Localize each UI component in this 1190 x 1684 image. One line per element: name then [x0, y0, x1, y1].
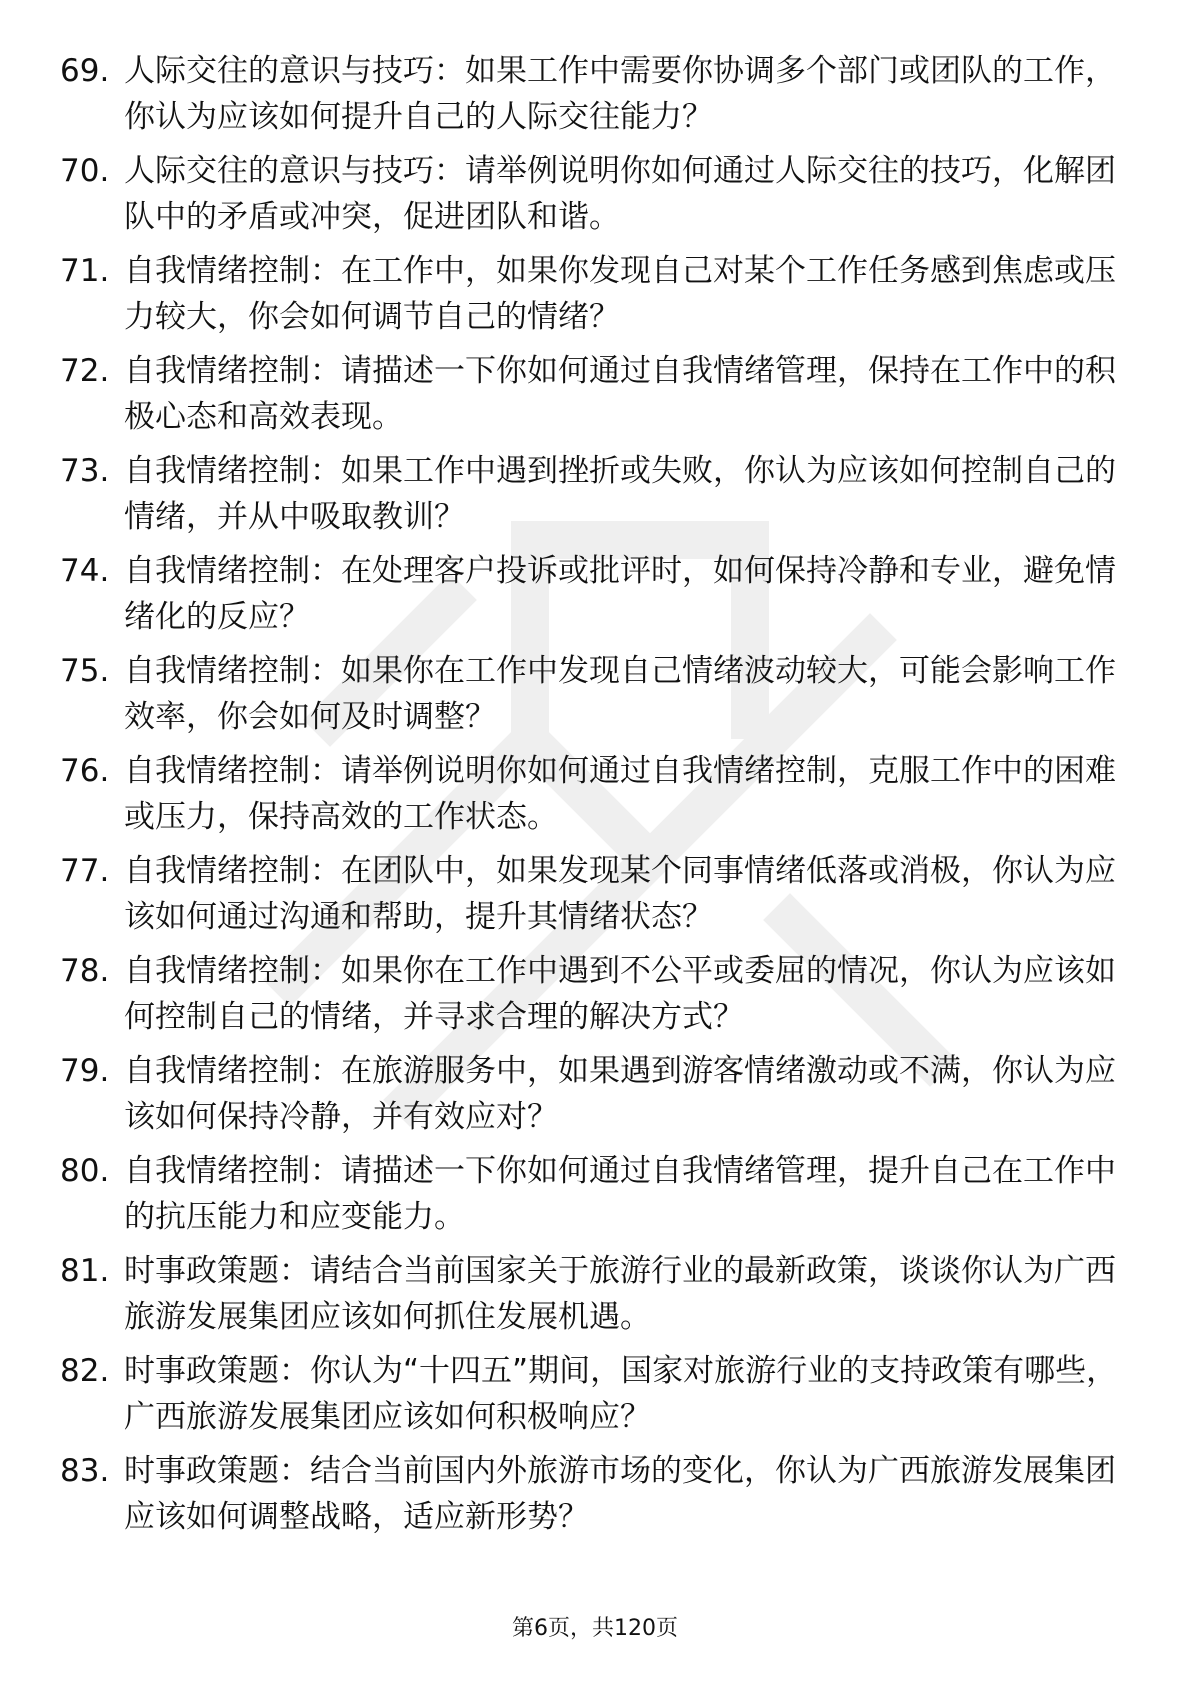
question-text: 自我情绪控制：在处理客户投诉或批评时，如何保持冷静和专业，避免情绪化的反应？	[124, 553, 1116, 635]
question-number: 70.	[60, 153, 110, 189]
question-item	[60, 748, 1120, 848]
question-item	[60, 948, 1120, 1048]
question-item	[60, 848, 1120, 948]
question-text: 自我情绪控制：请描述一下你如何通过自我情绪管理，保持在工作中的积极心态和高效表现。	[124, 353, 1116, 435]
question-list	[60, 48, 1120, 1548]
question-text: 自我情绪控制：如果你在工作中发现自己情绪波动较大，可能会影响工作效率，你会如何及时调整？	[124, 653, 1116, 735]
question-item	[60, 1148, 1120, 1248]
question-item	[60, 448, 1120, 548]
question-item	[60, 1048, 1120, 1148]
question-item	[60, 1348, 1120, 1448]
question-text: 时事政策题：结合当前国内外旅游市场的变化，你认为广西旅游发展集团应该如何调整战略，适应新形势？	[124, 1453, 1116, 1535]
question-item	[60, 48, 1120, 148]
question-number: 69.	[60, 53, 110, 89]
question-text: 人际交往的意识与技巧：请举例说明你如何通过人际交往的技巧，化解团队中的矛盾或冲突，促进团队和谐。	[124, 153, 1116, 235]
question-text: 时事政策题：你认为“十四五”期间，国家对旅游行业的支持政策有哪些，广西旅游发展集团应该如何积极响应？	[124, 1353, 1118, 1435]
question-number: 71.	[60, 253, 110, 289]
page-footer	[0, 1614, 1190, 1644]
question-text: 自我情绪控制：如果工作中遇到挫折或失败，你认为应该如何控制自己的情绪，并从中吸取教训？	[124, 453, 1116, 535]
question-number: 79.	[60, 1053, 110, 1089]
question-item	[60, 148, 1120, 248]
question-number: 76.	[60, 753, 110, 789]
question-number: 72.	[60, 353, 110, 389]
question-item	[60, 548, 1120, 648]
question-number: 78.	[60, 953, 110, 989]
question-item	[60, 348, 1120, 448]
question-number: 81.	[60, 1253, 110, 1289]
question-item	[60, 648, 1120, 748]
question-text: 自我情绪控制：在团队中，如果发现某个同事情绪低落或消极，你认为应该如何通过沟通和帮助，提升其情绪状态？	[124, 853, 1116, 935]
question-text: 自我情绪控制：请举例说明你如何通过自我情绪控制，克服工作中的困难或压力，保持高效的工作状态。	[124, 753, 1116, 835]
question-number: 83.	[60, 1453, 110, 1489]
question-item	[60, 1248, 1120, 1348]
question-text: 自我情绪控制：请描述一下你如何通过自我情绪管理，提升自己在工作中的抗压能力和应变能力。	[124, 1153, 1116, 1235]
question-text: 自我情绪控制：在工作中，如果你发现自己对某个工作任务感到焦虑或压力较大，你会如何调节自己的情绪？	[124, 253, 1116, 335]
question-item	[60, 1448, 1120, 1548]
question-number: 77.	[60, 853, 110, 889]
question-text: 自我情绪控制：如果你在工作中遇到不公平或委屈的情况，你认为应该如何控制自己的情绪，并寻求合理的解决方式？	[124, 953, 1116, 1035]
question-number: 74.	[60, 553, 110, 589]
question-number: 75.	[60, 653, 110, 689]
question-item	[60, 248, 1120, 348]
question-number: 82.	[60, 1353, 110, 1389]
question-number: 73.	[60, 453, 110, 489]
page-number-label: 第6页，共120页	[512, 1616, 678, 1641]
question-text: 人际交往的意识与技巧：如果工作中需要你协调多个部门或团队的工作，你认为应该如何提升自己的人际交往能力？	[124, 53, 1116, 135]
question-text: 自我情绪控制：在旅游服务中，如果遇到游客情绪激动或不满，你认为应该如何保持冷静，并有效应对？	[124, 1053, 1116, 1135]
question-text: 时事政策题：请结合当前国家关于旅游行业的最新政策，谈谈你认为广西旅游发展集团应该如何抓住发展机遇。	[124, 1253, 1116, 1335]
question-number: 80.	[60, 1153, 110, 1189]
